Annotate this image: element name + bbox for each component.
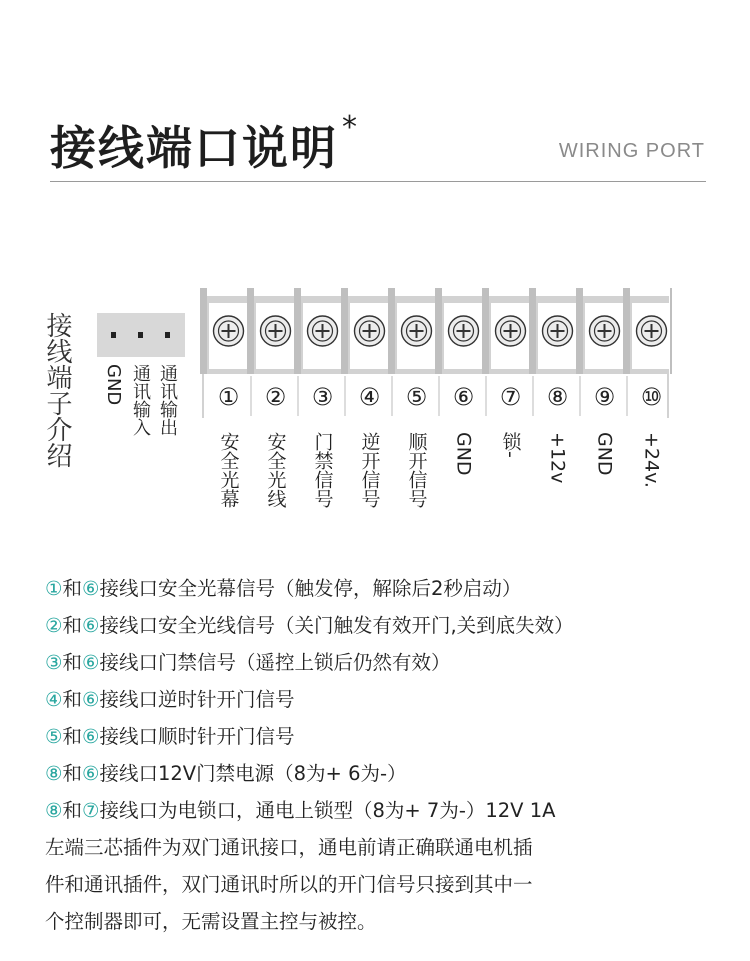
terminal-separator: [341, 288, 348, 374]
terminal-number-4: ④: [358, 383, 381, 411]
note-port-b: ⑥: [82, 651, 100, 674]
note-paragraph-line: 件和通讯插件，双门通讯时所以的开门信号只接到其中一: [45, 873, 533, 896]
terminal-number-6: ⑥: [452, 383, 475, 411]
note-line: [45, 644, 735, 681]
note-and: 和: [62, 614, 82, 637]
terminal-number-9: ⑨: [593, 383, 616, 411]
note-text: 接线口12V门禁电源（8为+ 6为-）: [99, 762, 407, 785]
header-divider: [50, 181, 706, 182]
terminal-separator: [388, 288, 395, 374]
terminal-separator: [576, 288, 583, 374]
three-pin-connector: [97, 313, 185, 357]
terminal-number-3: ③: [311, 383, 334, 411]
terminal-label-2: 安全光线: [264, 432, 287, 508]
note-and: 和: [62, 651, 82, 674]
note-port-a: ④: [45, 688, 63, 711]
note-port-b: ⑥: [82, 762, 100, 785]
note-text: 接线口顺时针开门信号: [99, 725, 295, 748]
connector-label: 接线端子介绍: [42, 312, 72, 468]
terminal-separator: [200, 288, 207, 374]
note-line: [45, 607, 735, 644]
note-and: 和: [62, 799, 82, 822]
note-line: [45, 718, 735, 755]
note-line: [45, 792, 735, 829]
terminal-number-10: ⑩: [640, 383, 663, 411]
terminal-label-6: GND: [452, 432, 475, 476]
connector-pin-1: [111, 332, 116, 338]
connector-pin-2: [138, 332, 143, 338]
note-port-a: ⑧: [45, 762, 63, 785]
note-port-b: ⑥: [82, 725, 100, 748]
note-port-a: ⑤: [45, 725, 63, 748]
connector-pin-3: [165, 332, 170, 338]
terminal-label-9: GND: [593, 432, 616, 476]
note-and: 和: [62, 725, 82, 748]
terminal-label-7: 锁-: [499, 432, 522, 458]
note-paragraph-line: 个控制器即可，无需设置主控与被控。: [45, 910, 377, 933]
note-and: 和: [62, 688, 82, 711]
terminal-label-4: 逆开信号: [358, 432, 381, 508]
pin-label-comm-out: 通讯输出: [157, 364, 178, 436]
terminal-label-3: 门禁信号: [311, 432, 334, 508]
terminal-separator: [670, 288, 672, 374]
terminal-number-2: ②: [264, 383, 287, 411]
note-paragraph-line: 左端三芯插件为双门通讯接口，通电前请正确联通电机插: [45, 836, 533, 859]
terminal-separator: [294, 288, 301, 374]
terminal-label-10: +24v.: [640, 432, 663, 488]
page-subtitle: WIRING PORT: [558, 140, 705, 162]
title-asterisk: *: [342, 110, 357, 145]
note-port-a: ①: [45, 577, 63, 600]
note-port-b: ⑥: [82, 614, 100, 637]
note-text: 接线口安全光线信号（关门触发有效开门,关到底失效）: [99, 614, 574, 637]
note-and: 和: [62, 577, 82, 600]
terminal-separator: [435, 288, 442, 374]
page-title: 接线端口说明: [50, 121, 338, 175]
wiring-notes: [45, 570, 735, 940]
terminal-separator: [482, 288, 489, 374]
terminal-label-8: +12v: [546, 432, 569, 484]
note-line: [45, 681, 735, 718]
note-port-a: ②: [45, 614, 63, 637]
pin-label-comm-in: 通讯输入: [130, 364, 151, 436]
terminal-block: [199, 288, 672, 418]
note-port-b: ⑦: [82, 799, 100, 822]
note-port-a: ③: [45, 651, 63, 674]
terminal-number-5: ⑤: [405, 383, 428, 411]
note-text: 接线口安全光幕信号（触发停，解除后2秒启动）: [99, 577, 522, 600]
terminal-label-1: 安全光幕: [217, 432, 240, 508]
note-text: 接线口逆时针开门信号: [99, 688, 295, 711]
note-text: 接线口门禁信号（遥控上锁后仍然有效）: [99, 651, 451, 674]
note-line: [45, 755, 735, 792]
terminal-separator: [623, 288, 630, 374]
note-text: 接线口为电锁口，通电上锁型（8为+ 7为-）12V 1A: [99, 799, 556, 822]
terminal-number-7: ⑦: [499, 383, 522, 411]
note-port-a: ⑧: [45, 799, 63, 822]
terminal-number-1: ①: [217, 383, 240, 411]
terminal-number-8: ⑧: [546, 383, 569, 411]
terminal-separator: [529, 288, 536, 374]
note-line: [45, 570, 735, 607]
terminal-separator: [247, 288, 254, 374]
note-port-b: ⑥: [82, 688, 100, 711]
note-and: 和: [62, 762, 82, 785]
terminal-label-5: 顺开信号: [405, 432, 428, 508]
pin-label-gnd: GND: [103, 364, 124, 406]
note-port-b: ⑥: [82, 577, 100, 600]
